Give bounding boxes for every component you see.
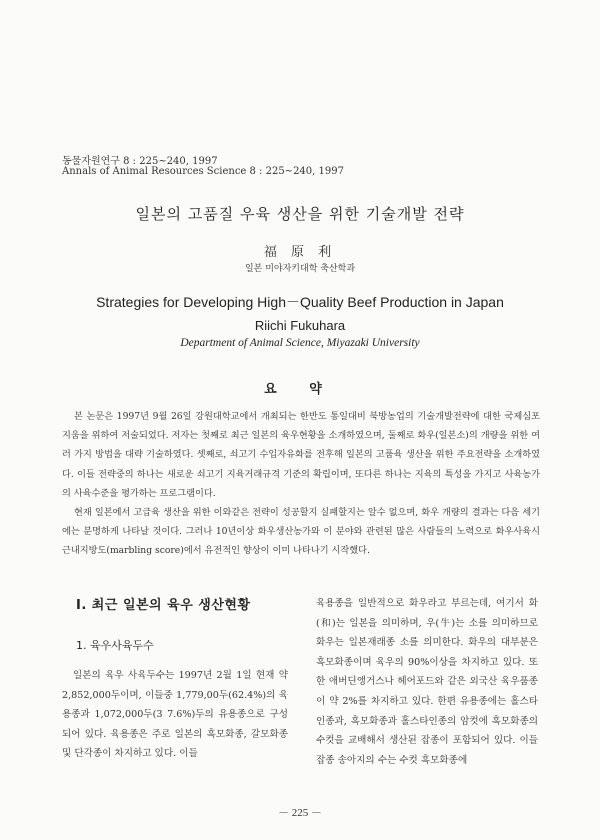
affiliation-ko: 일본 미야자키대학 축산학과 (244, 264, 356, 274)
left-body (62, 666, 288, 764)
abstract (62, 407, 540, 561)
left-body-paragraph: 일본의 육우 사육두수는 1997년 2월 1일 현재 약 2,852,000두이며, 이들중 1,779,00두(62.4%)의 육용종과 1,072,000두(3 7.6%)두의 유용종으로 구성되어 있다. 육용종은 주로 일본의 흑모화종, 갈모화종 및 단각종이 차지하고 있다. 이들 (62, 670, 288, 760)
author-en: Riichi Fukuhara (254, 318, 346, 333)
title-en: Strategies for Developing High－Quality Beef Production in Japan (96, 294, 504, 310)
journal-line-ko: 동물자원연구 8 : 225~240, 1997 (62, 156, 218, 167)
section-heading: Ⅰ. 최근 일본의 육우 생산현황 (76, 598, 251, 613)
right-column (316, 594, 538, 770)
journal-line-en: Annals of Animal Resources Science 8 : 225~240, 1997 (62, 166, 344, 177)
abstract-paragraph-1: 본 논문은 1997년 9월 26일 강원대학교에서 개최되는 한반도 통일대비 북방농업의 기술개발전략에 대한 국제심포지움을 위하여 저술되었다. 저자는 첫째로 최근 일본의 육우현황을 소개하였으며, 둘째로 화우(일본소)의 개량을 위한 여러 가지 방법을 대략 기술하였다. 셋째로, 쇠고기 수입자유화를 전후해 일본의 고품육 생산을 위한 주요전략을 소개하였다. 이들 전략중의 하나는 새로운 쇠고기 지육거래규격 기준의 확립이며, 또다른 하나는 지육의 특성을 가지고 사육농가의 사육수준을 평가하는 프로그램이다. (62, 411, 540, 499)
affiliation-en: Department of Animal Science, Miyazaki University (180, 337, 420, 349)
title-ko: 일본의 고품질 우육 생산을 위한 기술개발 전략 (135, 205, 465, 223)
author-ko: 福 原 利 (263, 245, 337, 260)
abstract-paragraph-2: 현재 일본에서 고급육 생산을 위한 이와같은 전략이 성공할지 실패할지는 알수 없으며, 화우 개량의 결과는 다음 세기에는 분명하게 나타날 것이다. 그러나 10년이상 화우생산농가와 이 분야와 관련된 많은 사람들의 노력으로 화우사육시 근내지방도(marbling score)에서 유전적인 향상이 이미 나타나기 시작했다. (62, 507, 540, 557)
right-body-paragraph: 육용종을 일반적으로 화우라고 부르는데, 여기서 화(和)는 일본을 의미하며, 우(牛)는 소를 의미하므로 화우는 일본재래종 소를 의미한다. 화우의 대부분은 흑모화종이며 육우의 90%이상을 차지하고 있다. 또한 애버딘앵거스나 헤어포드와 같은 외국산 육우품종이 약 2%를 차지하고 있다. 한편 유용종에는 홀스타인종과, 흑모화종과 홀스타인종의 암컷에 흑모화종의 수컷을 교배해서 생산된 잡종이 포함되어 있다. 이들 잡종 송아지의 수는 수컷 흑모화종에 (316, 598, 538, 766)
left-column (62, 594, 288, 764)
abstract-heading: 요 약 (264, 382, 336, 397)
page-number: － 225 － (278, 807, 322, 819)
subsection-heading: 1. 육우사육두수 (76, 639, 154, 652)
